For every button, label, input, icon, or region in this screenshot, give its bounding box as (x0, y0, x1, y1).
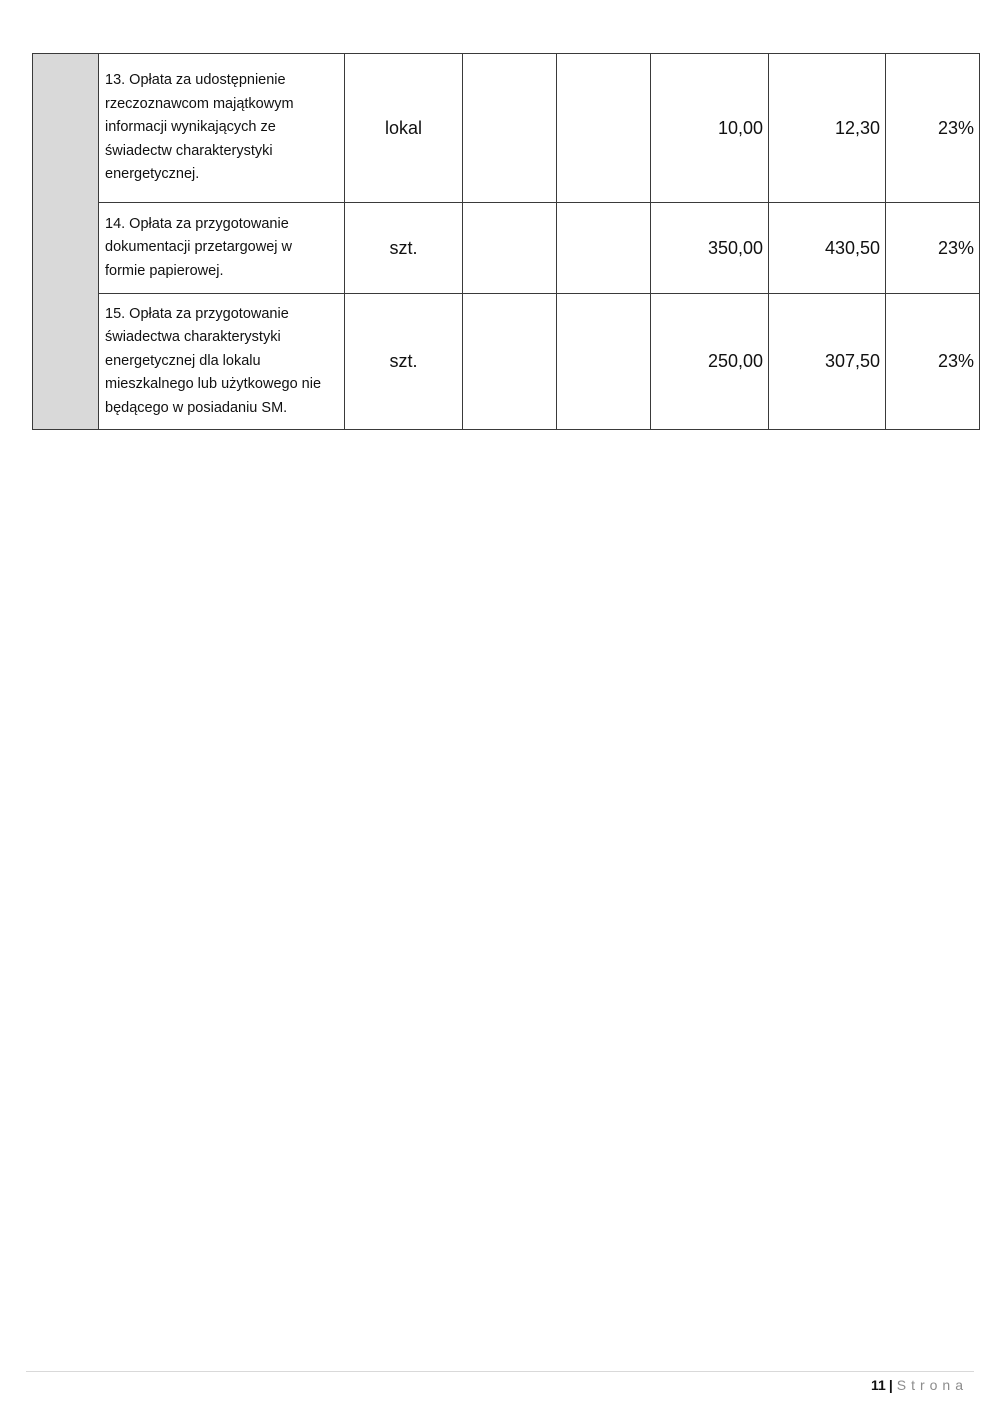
vat-rate-cell: 23% (886, 54, 980, 203)
vat-rate-cell: 23% (886, 294, 980, 430)
service-description: 15. Opłata za przygotowanie świadectwa charakterystyki energetycznej dla lokalu mieszkalnego lub użytkowego nie będącego w posiadaniu SM. (99, 294, 345, 430)
empty-cell (557, 54, 651, 203)
service-description: 13. Opłata za udostępnienie rzeczoznawcom majątkowym informacji wynikających ze świadectw charakterystyki energetycznej. (99, 54, 345, 203)
gross-price-cell: 12,30 (769, 54, 886, 203)
table-row (33, 203, 980, 294)
page-number: 11 (871, 1377, 886, 1393)
description-line: 14. Opłata za przygotowanie dokumentacji przetargowej w formie papierowej. (105, 215, 292, 279)
gross-price-cell: 430,50 (769, 203, 886, 294)
gross-price-cell: 307,50 (769, 294, 886, 430)
table-row (33, 294, 980, 430)
unit-cell: lokal (345, 54, 463, 203)
empty-cell (463, 294, 557, 430)
net-price-cell: 250,00 (651, 294, 769, 430)
table-row (33, 54, 980, 203)
fee-table (32, 53, 980, 430)
empty-cell (557, 294, 651, 430)
service-description (99, 203, 345, 294)
net-price-cell: 350,00 (651, 203, 769, 294)
empty-cell (463, 54, 557, 203)
footer-separator: | (888, 1377, 893, 1393)
empty-cell (557, 203, 651, 294)
unit-cell: szt. (345, 294, 463, 430)
net-price-cell: 10,00 (651, 54, 769, 203)
section-shaded-cell (33, 54, 99, 430)
unit-cell: szt. (345, 203, 463, 294)
page-label: Strona (896, 1377, 968, 1393)
footer-divider (26, 1371, 974, 1372)
page-footer (871, 1376, 968, 1394)
vat-rate-cell: 23% (886, 203, 980, 294)
empty-cell (463, 203, 557, 294)
